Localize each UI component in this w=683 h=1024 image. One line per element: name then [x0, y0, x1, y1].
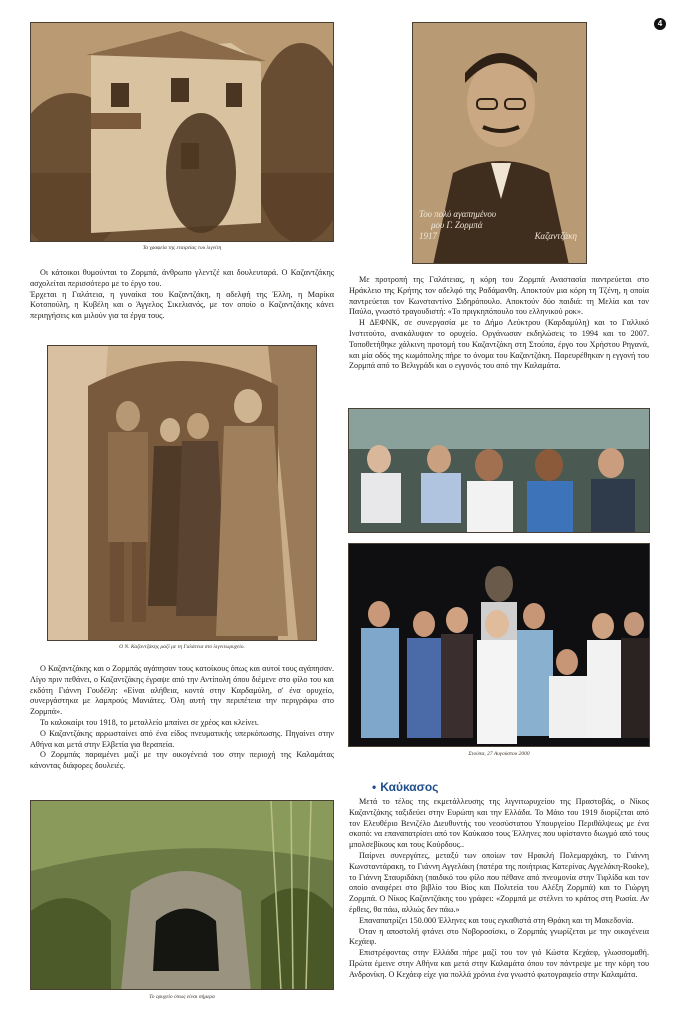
caucasus-title: Καύκασος — [380, 780, 439, 794]
cave-group-photo — [47, 345, 317, 641]
house-illustration — [31, 23, 334, 242]
mine-photo — [30, 800, 334, 990]
ceremony-photo — [348, 543, 650, 747]
paragraph: Ο Καζαντζάκης αρρωσταίνει από ένα είδος πνευματικής υπερκόπωσης. Πηγαίνει στην Αθήνα και μετά στην Ελβετία για θεραπεία. — [30, 728, 334, 749]
audience-photo — [348, 408, 650, 533]
paragraph: Η ΔΕΦΝΚ, σε συνεργασία με το Δήμο Λεύκτρου (Καρδαμύλη) και το Γαλλικό Ινστιτούτο, ανακάλυψαν το ορυχείο. Οργάνωσαν εκδηλώσεις το 1994 και το 2007. Τοποθετήθηκε χάλκινη προτομή του Καζαντζάκη στη Στούπα, έργο του Χρήστου Ρηγανά, και μία οδός της κωμόπολης πήρε το όνομα του Καζαντζάκη. Παρευρέθηκαν η εγγονή του Ζορμπά από το Βελιγράδι και ο εγγονός του από την Καλαμάτα. — [349, 318, 649, 371]
ceremony-caption: Στούπα, 27 Αυγούστου 2000 — [468, 751, 530, 757]
caucasus-text — [349, 797, 649, 981]
paragraph: Επαναπατρίζει 150.000 Έλληνες και τους εγκαθιστά στη Θράκη και τη Μακεδονία. — [359, 915, 634, 925]
ceremony-illustration — [349, 544, 650, 747]
house-caption: Τα γραφεία της εταιρείας του λιγνίτη — [142, 245, 222, 251]
paragraph: Το καλοκαίρι του 1918, το μεταλλείο μπαίνει σε χρέος και κλείνει. — [40, 717, 259, 727]
portrait-signature — [419, 209, 583, 242]
mine-caption: Το ορυχείο όπως είναι σήμερα — [149, 994, 215, 1000]
left-column-middle-text — [30, 664, 334, 772]
paragraph: Μετά το τέλος της εκμετάλλευσης της λιγνιτωρυχείου της Πραστοβάς, ο Νίκος Καζαντζάκης ταξιδεύει στην Ευρώπη και την Ελλάδα. Το Μάιο του 1919 διορίζεται από τον Ελευθέριο Βενιζέλο Διευθυντής του νεοσύστατου Υπουργείου Περιθάλψεως με ένα σκοπό: να επαναπατρίσει από τον Καύκασο τους Έλληνες που υφίσταντο διωγμό από τους μπολσεβίκους και τους Κούρδους.. — [349, 797, 649, 850]
paragraph: Ο Ζορμπάς παραμένει μαζί με την οικογένειά του στην περιοχή της Καλαμάτας κάνοντας διάφορες δουλειές. — [30, 750, 334, 771]
house-photo — [30, 22, 334, 242]
paragraph: Οι κάτοικοι θυμούνται το Ζορμπά, άνθρωπο γλεντζέ και δουλευταρά. Ο Καζαντζάκης ασχολείται περισσότερο με το έργο του. — [30, 268, 334, 288]
signature-line-1: Του πολύ αγαπημένου — [419, 209, 497, 219]
paragraph: Όταν η αποστολή φτάνει στο Νοβοροσίσκι, ο Ζορμπάς γνωρίζεται με την οικογένεια Κεχάεφ. — [349, 926, 649, 947]
left-column-top-text — [30, 268, 334, 322]
page-number-badge: 4 — [654, 18, 666, 30]
mine-illustration — [31, 801, 334, 990]
signature-line-2: μου Γ. Ζορμπά — [431, 220, 483, 230]
paragraph: Με προτροπή της Γαλάτειας, η κόρη του Ζορμπά Αναστασία παντρεύεται στο Ηράκλειο της Κρήτης τον αδελφό της Ραδάμανθη. Αποκτούν μια κόρη τη Τζένη, η οποία παντρεύεται τον Κωνσταντίνο Σιδηρόπουλο. Αποκτούν δύο παιδιά: τη Μελία και τον Παύλο, γνωστό τραγουδιστή: «Το πριγκηπόπουλο του ελληνικού ροκ». — [349, 275, 649, 317]
cave-group-caption: Ο Ν. Καζαντζάκης μαζί με τη Γαλάτεια στο λιγνιτωρυχείο. — [119, 644, 245, 650]
right-column-top-text — [349, 275, 649, 372]
portrait-photo — [412, 22, 587, 264]
audience-illustration — [349, 409, 650, 533]
paragraph: Επιστρέφοντας στην Ελλάδα πήρε μαζί του τον γιό Κώστα Κεχάεφ, γλωσσομαθή. Πρώτα έμεινε στην Αθήνα και μετά στην Καλαμάτα όπου τον πάντρεψε με την κόρη του Ανδρονίκη. Ο Κεχάεφ είχε για πολλά χρόνια ένα γνωστό φωτογραφείο στην Καλαμάτα. — [349, 948, 649, 979]
paragraph: Έρχεται η Γαλάτεια, η γυναίκα του Καζαντζάκη, η αδελφή της Έλλη, η Μαρίκα Κοτοπούλη, η Κυβέλη και ο Άγγελος Σικελιανός, με τον οποίο ο Καζαντζάκης κάνει περιηγήσεις και μιλούν για τα έργα τους. — [30, 289, 334, 321]
bullet-icon: • — [372, 780, 377, 794]
caucasus-section-title — [372, 780, 438, 794]
paragraph: Παίρνει συνεργάτες, μεταξύ των οποίων τον Ηρακλή Πολεμαρχάκη, το Γιάννη Κωνσταντάρακη, το Γιάννη Αγγελάκη (πατέρα της ποιήτριας Κατερίνας Αγγελάκη-Rooke), το Γιάννη Σταυριδάκη (παιδικό του φίλο που πέθανε από πνευμονία στην Τιφλίδα και τον οποίο αναφέρει στο βιβλίο του Βίος και Πολιτεία του Αλέξη Ζορμπά) και το Γιώργη Ζορμπά. Ο Νίκος Καζαντζάκης του γράφει: «Ζορμπά με στέλνει το κράτος στη Ρωσία. Αν έρθεις, θα πάω, αλλιώς δεν πάω.» — [349, 850, 649, 914]
signature-name: Καζαντζάκη — [534, 231, 577, 241]
signature-year: 1917 — [419, 231, 437, 241]
paragraph: Ο Καζαντζάκης και ο Ζορμπάς αγάπησαν τους κατοίκους όπως και αυτοί τους αγάπησαν. Λίγο πριν πεθάνει, ο Καζαντζάκης έγραψε από την Αντίπολη όπου διέμενε στο φίλο του και εκδότη Γιάννη Γουδέλη: «Είναι αλήθεια, κοντά στην Καρδαμύλη, σ' ένα ορυχείο, συνεργάστηκα με λαμπρούς Μανιάτες. Όλη αυτή την περιπέτεια την περιγράφω στο Ζορμπά». — [30, 664, 334, 717]
cave-group-illustration — [48, 346, 317, 641]
